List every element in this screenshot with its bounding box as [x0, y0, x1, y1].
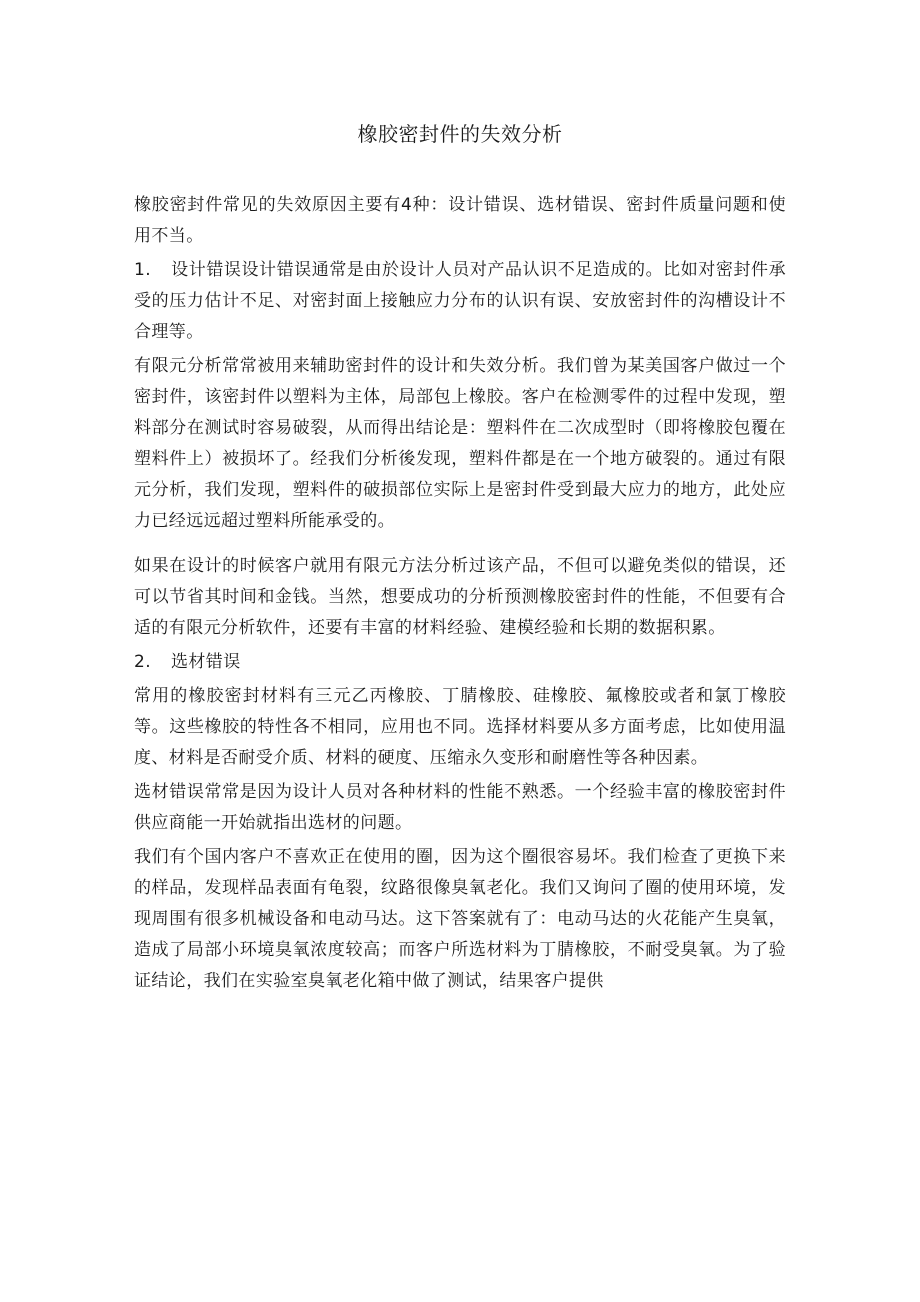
section-1-text: 设计错误设计错误通常是由於设计人员对产品认识不足造成的。比如对密封件承受的压力估计不足、对密封面上接触应力分布的认识有误、安放密封件的沟槽设计不合理等。 [134, 260, 786, 342]
section-1-number: 1. [134, 260, 152, 280]
fea-paragraph: 有限元分析常常被用来辅助密封件的设计和失效分析。我们曾为某美国客户做过一个密封件，该密封件以塑料为主体，局部包上橡胶。客户在检测零件的过程中发现，塑料部分在测试时容易破裂，从而得出结论是：塑料件在二次成型时（即将橡胶包覆在塑料件上）被损坏了。经我们分析後发现，塑料件都是在一个地方破裂的。通过有限元分析，我们发现，塑料件的破损部位实际上是密封件受到最大应力的地方，此处应力已经远远超过塑料所能承受的。 [134, 356, 786, 531]
section-2-title: 选材错误 [171, 652, 241, 672]
selection-paragraph: 选材错误常常是因为设计人员对各种材料的性能不熟悉。一个经验丰富的橡胶密封件供应商能一开始就指出选材的问题。 [134, 782, 786, 833]
document-title: 橡胶密封件的失效分析 [357, 122, 563, 146]
materials-paragraph: 常用的橡胶密封材料有三元乙丙橡胶、丁腈橡胶、硅橡胶、氟橡胶或者和氯丁橡胶等。这些橡胶的特性各不相同，应用也不同。选择材料要从多方面考虑，比如使用温度、材料是否耐受介质、材料的硬度、压缩永久变形和耐磨性等各种因素。 [134, 686, 786, 768]
design-paragraph: 如果在设计的时候客户就用有限元方法分析过该产品，不但可以避免类似的错误，还可以节省其时间和金钱。当然，想要成功的分析预测橡胶密封件的性能，不但要有合适的有限元分析软件，还要有丰富的材料经验、建模经验和长期的数据积累。 [134, 556, 786, 638]
section-1-paragraph [134, 255, 786, 348]
document-body [134, 190, 786, 997]
section-2-number: 2. [134, 652, 152, 672]
intro-paragraph: 橡胶密封件常见的失效原因主要有4种：设计错误、选材错误、密封件质量问题和使用不当。 [134, 195, 786, 246]
section-2-heading [134, 647, 786, 678]
case-paragraph: 我们有个国内客户不喜欢正在使用的圈，因为这个圈很容易坏。我们检查了更换下来的样品，发现样品表面有龟裂，纹路很像臭氧老化。我们又询问了圈的使用环境，发现周围有很多机械设备和电动马达。这下答案就有了：电动马达的火花能产生臭氧，造成了局部小环境臭氧浓度较高；而客户所选材料为丁腈橡胶，不耐受臭氧。为了验证结论，我们在实验室臭氧老化箱中做了测试，结果客户提供 [134, 847, 786, 991]
